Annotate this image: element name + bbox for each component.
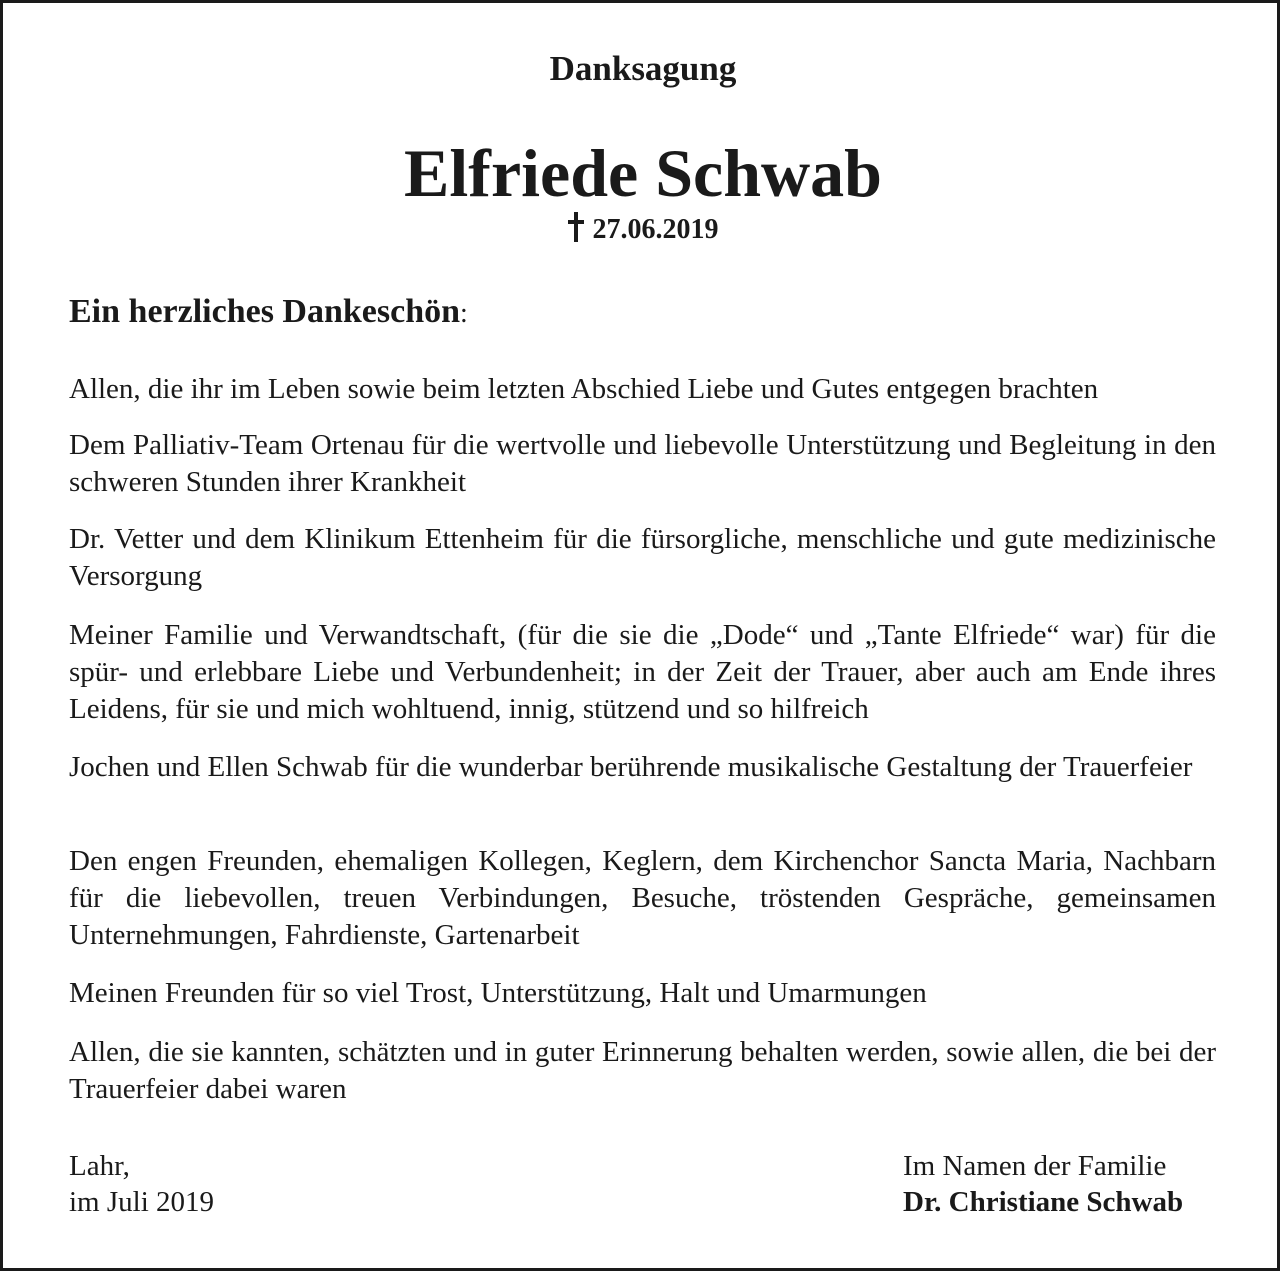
thanks-paragraph: Dr. Vetter und dem Klinikum Ettenheim für die fürsorgliche, menschliche und gute medizinische Versorgung: [69, 523, 1216, 592]
thanks-heading-colon: :: [460, 298, 468, 329]
signer-name: Dr. Christiane Schwab: [903, 1186, 1184, 1218]
deceased-name: Elfriede Schwab: [404, 135, 882, 211]
thanks-heading-text: Ein herzliches Dankeschön: [69, 293, 461, 330]
thanks-paragraph: Jochen und Ellen Schwab für die wunderbar berührende musikalische Gestaltung der Trauerfeier: [69, 751, 1193, 783]
notice-title: Danksagung: [549, 49, 737, 88]
date: im Juli 2019: [69, 1186, 215, 1218]
thanks-paragraph: Dem Palliativ-Team Ortenau für die wertvolle und liebevolle Unterstützung und Begleitung in den schweren Stunden ihrer Krankheit: [69, 429, 1216, 498]
death-date: 27.06.2019: [592, 214, 719, 245]
on-behalf-text: Im Namen der Familie: [903, 1150, 1167, 1182]
thanks-paragraph: Meinen Freunden für so viel Trost, Unterstützung, Halt und Umarmungen: [69, 977, 927, 1009]
death-date-line: [3, 211, 1280, 249]
thanks-paragraph: Meiner Familie und Verwandtschaft, (für die sie die „Dode“ und „Tante Elfriede“ war) für die spür- und erlebbare Liebe und Verbundenheit; in der Zeit der Trauer, aber auch am Ende ihres Leidens, für sie und mich wohltuend, innig, stützend und so hilfreich: [69, 619, 1216, 725]
place: Lahr,: [69, 1150, 130, 1182]
cross-icon: [568, 212, 584, 242]
thanks-heading: [69, 291, 468, 335]
signature-block: [903, 1148, 1183, 1220]
thanks-paragraph: Den engen Freunden, ehemaligen Kollegen, Keglern, dem Kirchenchor Sancta Maria, Nachbarn für die liebevollen, treuen Verbindungen, Besuche, tröstenden Gespräche, gemeinsamen Unternehmungen, Fahrdienste, Gartenarbeit: [69, 845, 1216, 951]
thanks-paragraph: Allen, die sie kannten, schätzten und in guter Erinnerung behalten werden, sowie allen, die bei der Trauerfeier dabei waren: [69, 1036, 1216, 1105]
thanks-paragraph: Allen, die ihr im Leben sowie beim letzten Abschied Liebe und Gutes entgegen brachten: [69, 373, 1099, 405]
place-and-date: [69, 1148, 214, 1220]
